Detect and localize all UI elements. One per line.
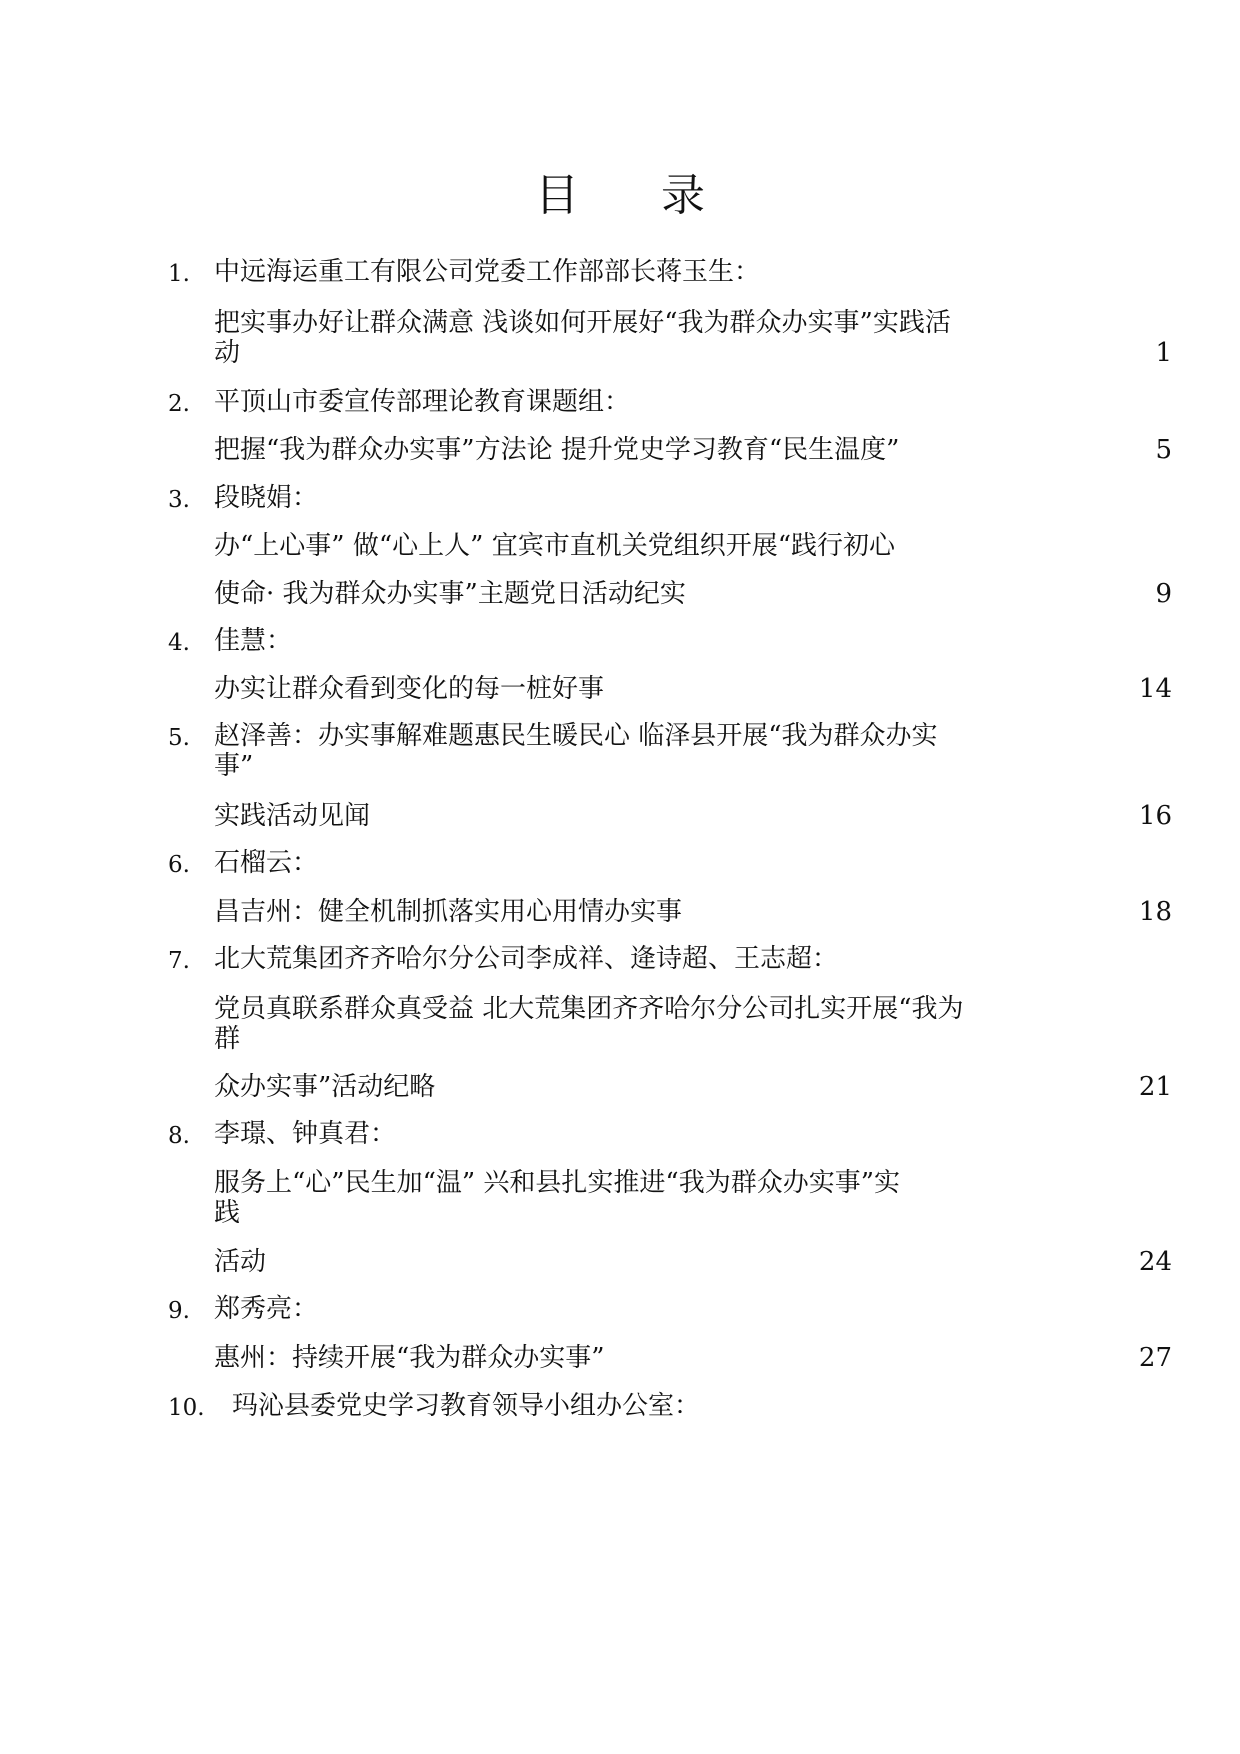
entry-line: 办实让群众看到变化的每一桩好事 — [214, 674, 605, 704]
entry-heading: 李璟、钟真君： — [214, 1119, 397, 1149]
entry-line: 把握“我为群众办实事”方法论 提升党史学习教育“民生温度” — [214, 435, 900, 465]
entry-number: 5. — [168, 725, 190, 751]
entry-heading: 段晓娟： — [214, 483, 319, 513]
entry-number: 1. — [168, 261, 190, 287]
entry-number: 9. — [168, 1298, 190, 1324]
entry-heading: 中远海运重工有限公司党委工作部部长蒋玉生： — [214, 257, 761, 287]
entry-heading: 石榴云： — [214, 848, 319, 878]
entry-page-number: 9 — [1155, 579, 1172, 609]
entry-page-number: 1 — [1155, 338, 1172, 368]
entry-page-number: 24 — [1138, 1247, 1172, 1277]
entry-line: 动 — [214, 338, 241, 368]
entry-heading: 玛沁县委党史学习教育领导小组办公室： — [232, 1391, 701, 1421]
entry-heading: 郑秀亮： — [214, 1294, 319, 1324]
entry-page-number: 27 — [1138, 1343, 1172, 1373]
entry-page-number: 5 — [1155, 435, 1172, 465]
entry-heading: 北大荒集团齐齐哈尔分公司李成祥、逄诗超、王志超： — [214, 944, 839, 974]
entry-heading: 赵泽善：办实事解难题惠民生暖民心 临泽县开展“我为群众办实 — [214, 721, 938, 751]
entry-line: 惠州：持续开展“我为群众办实事” — [214, 1343, 605, 1373]
entry-page-number: 21 — [1138, 1072, 1172, 1102]
entry-number: 8. — [168, 1123, 190, 1149]
entry-line: 众办实事”活动纪略 — [214, 1072, 436, 1102]
entry-line: 活动 — [214, 1247, 267, 1277]
entry-heading-continued: 事” — [214, 751, 254, 781]
entry-line: 使命· 我为群众办实事”主题党日活动纪实 — [214, 579, 686, 609]
entry-line: 把实事办好让群众满意 浅谈如何开展好“我为群众办实事”实践活 — [214, 308, 951, 338]
entry-number: 2. — [168, 391, 190, 417]
entry-number: 7. — [168, 948, 190, 974]
entry-heading: 佳慧： — [214, 626, 293, 656]
entry-heading: 平顶山市委宣传部理论教育课题组： — [214, 387, 631, 417]
entry-number: 4. — [168, 630, 190, 656]
entry-line: 昌吉州：健全机制抓落实用心用情办实事 — [214, 897, 683, 927]
entry-line: 党员真联系群众真受益 北大荒集团齐齐哈尔分公司扎实开展“我为 — [214, 994, 964, 1024]
entry-number: 3. — [168, 487, 190, 513]
entry-number: 10. — [168, 1395, 205, 1421]
entry-line: 实践活动见闻 — [214, 801, 371, 831]
entry-page-number: 18 — [1138, 897, 1172, 927]
entry-line: 群 — [214, 1024, 241, 1054]
page-title: 目 录 — [535, 170, 739, 221]
entry-line: 践 — [214, 1198, 241, 1228]
entry-number: 6. — [168, 852, 190, 878]
entry-page-number: 14 — [1138, 674, 1172, 704]
entry-line: 服务上“心”民生加“温” 兴和县扎实推进“我为群众办实事”实 — [214, 1168, 901, 1198]
entry-line: 办“上心事” 做“心上人” 宜宾市直机关党组织开展“践行初心 — [214, 531, 895, 561]
entry-page-number: 16 — [1138, 801, 1172, 831]
